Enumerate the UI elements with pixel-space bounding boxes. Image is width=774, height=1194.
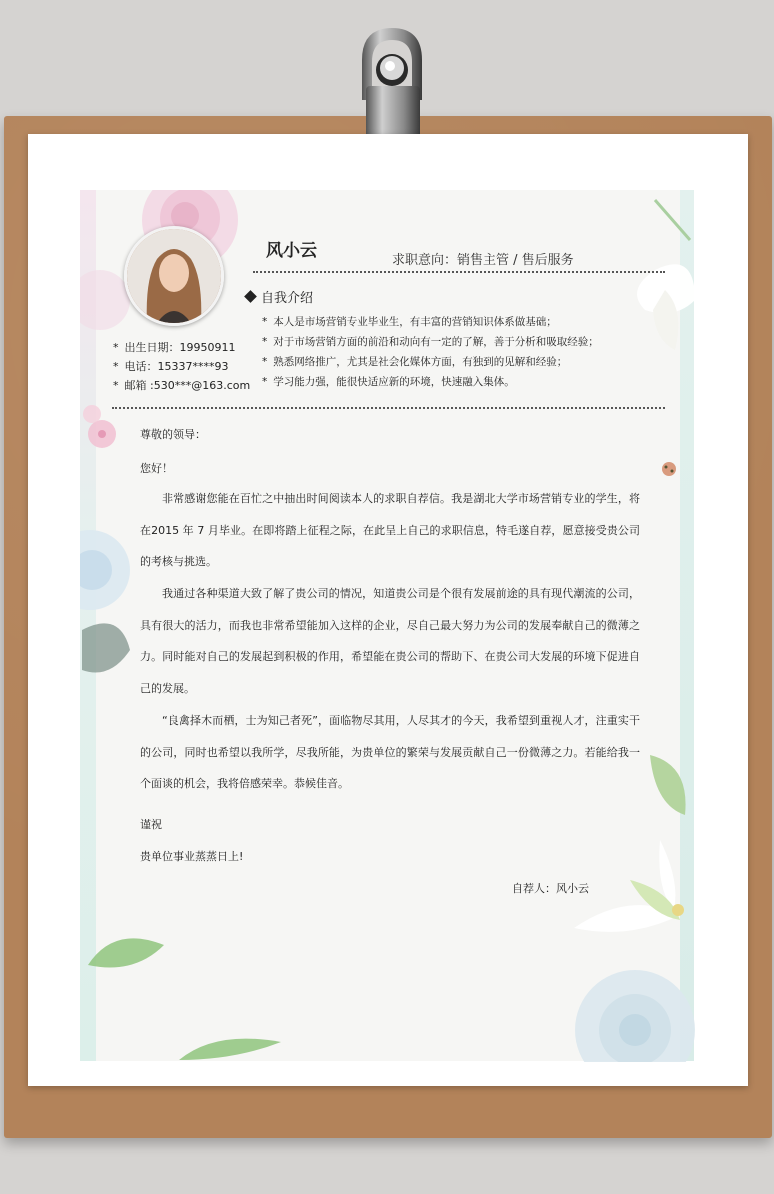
blue-flower-left-icon (80, 520, 140, 680)
divider (253, 271, 665, 273)
job-intention: 求职意向：销售主管 / 售后服务 (392, 253, 574, 268)
list-item: * 本人是市场营销专业毕业生，有丰富的营销知识体系做基础； (262, 312, 599, 332)
white-lily-icon (570, 820, 694, 980)
wish: 贵单位事业蒸蒸日上! (140, 850, 244, 863)
green-leaf-bottom-icon (175, 1030, 285, 1061)
list-item: * 对于市场营销方面的前沿和动向有一定的了解，善于分析和吸取经验； (262, 332, 599, 352)
signature: 自荐人：风小云 (512, 882, 589, 895)
letter-paragraph: 非常感谢您能在百忙之中抽出时间阅读本人的求职自荐信。我是湖北大学市场营销专业的学生，将在2015 年 7 月毕业。在即将踏上征程之际，在此呈上自己的求职信息，特毛遂自荐，愿意接受贵公司的考核与挑选。 (140, 492, 640, 569)
ladybug-icon (655, 455, 685, 485)
blue-rose-bottom-icon (525, 960, 695, 1062)
self-intro-heading: 自我介绍 (246, 287, 313, 306)
self-intro-list (262, 312, 599, 392)
phone: * 电话：15337****93 (113, 357, 250, 376)
contact-info (113, 338, 250, 395)
email: * 邮箱 :530***@163.com (113, 376, 250, 395)
avatar (124, 226, 224, 326)
letter-paragraph: “良禽择木而栖，士为知己者死”，面临物尽其用，人尽其才的今天，我希望到重视人才，注重实干的公司，同时也希望以我所学，尽我所能，为贵单位的繁荣与发展贡献自己一份微薄之力。若能给我一个面谈的机会，我将倍感荣幸。恭候佳音。 (140, 714, 640, 791)
list-item: * 熟悉网络推广，尤其是社会化媒体方面，有独到的见解和经验； (262, 352, 599, 372)
greeting: 您好！ (140, 462, 173, 475)
letter-paragraph: 我通过各种渠道大致了解了贵公司的情况，知道贵公司是个很有发展前途的具有现代潮流的公司，具有很大的活力，而我也非常希望能加入这样的企业，尽自己最大努力为公司的发展奉献自己的微薄之力。同时能对自己的发展起到积极的作用，希望能在贵公司的帮助下、在贵公司大发展的环境下促进自己的发展。 (140, 587, 640, 695)
applicant-name: 风小云 (266, 241, 317, 261)
small-pink-flower-icon (80, 390, 140, 480)
list-item: * 学习能力强，能很快适应新的环境，快速融入集体。 (262, 372, 599, 392)
birth-date: * 出生日期：19950911 (113, 338, 250, 357)
green-leaf-bottom-left-icon (84, 925, 174, 995)
diamond-bullet-icon (244, 290, 257, 303)
divider (112, 407, 665, 409)
closing: 谨祝 (140, 818, 162, 831)
salutation: 尊敬的领导： (140, 428, 206, 441)
white-flower-right-icon (595, 190, 695, 380)
